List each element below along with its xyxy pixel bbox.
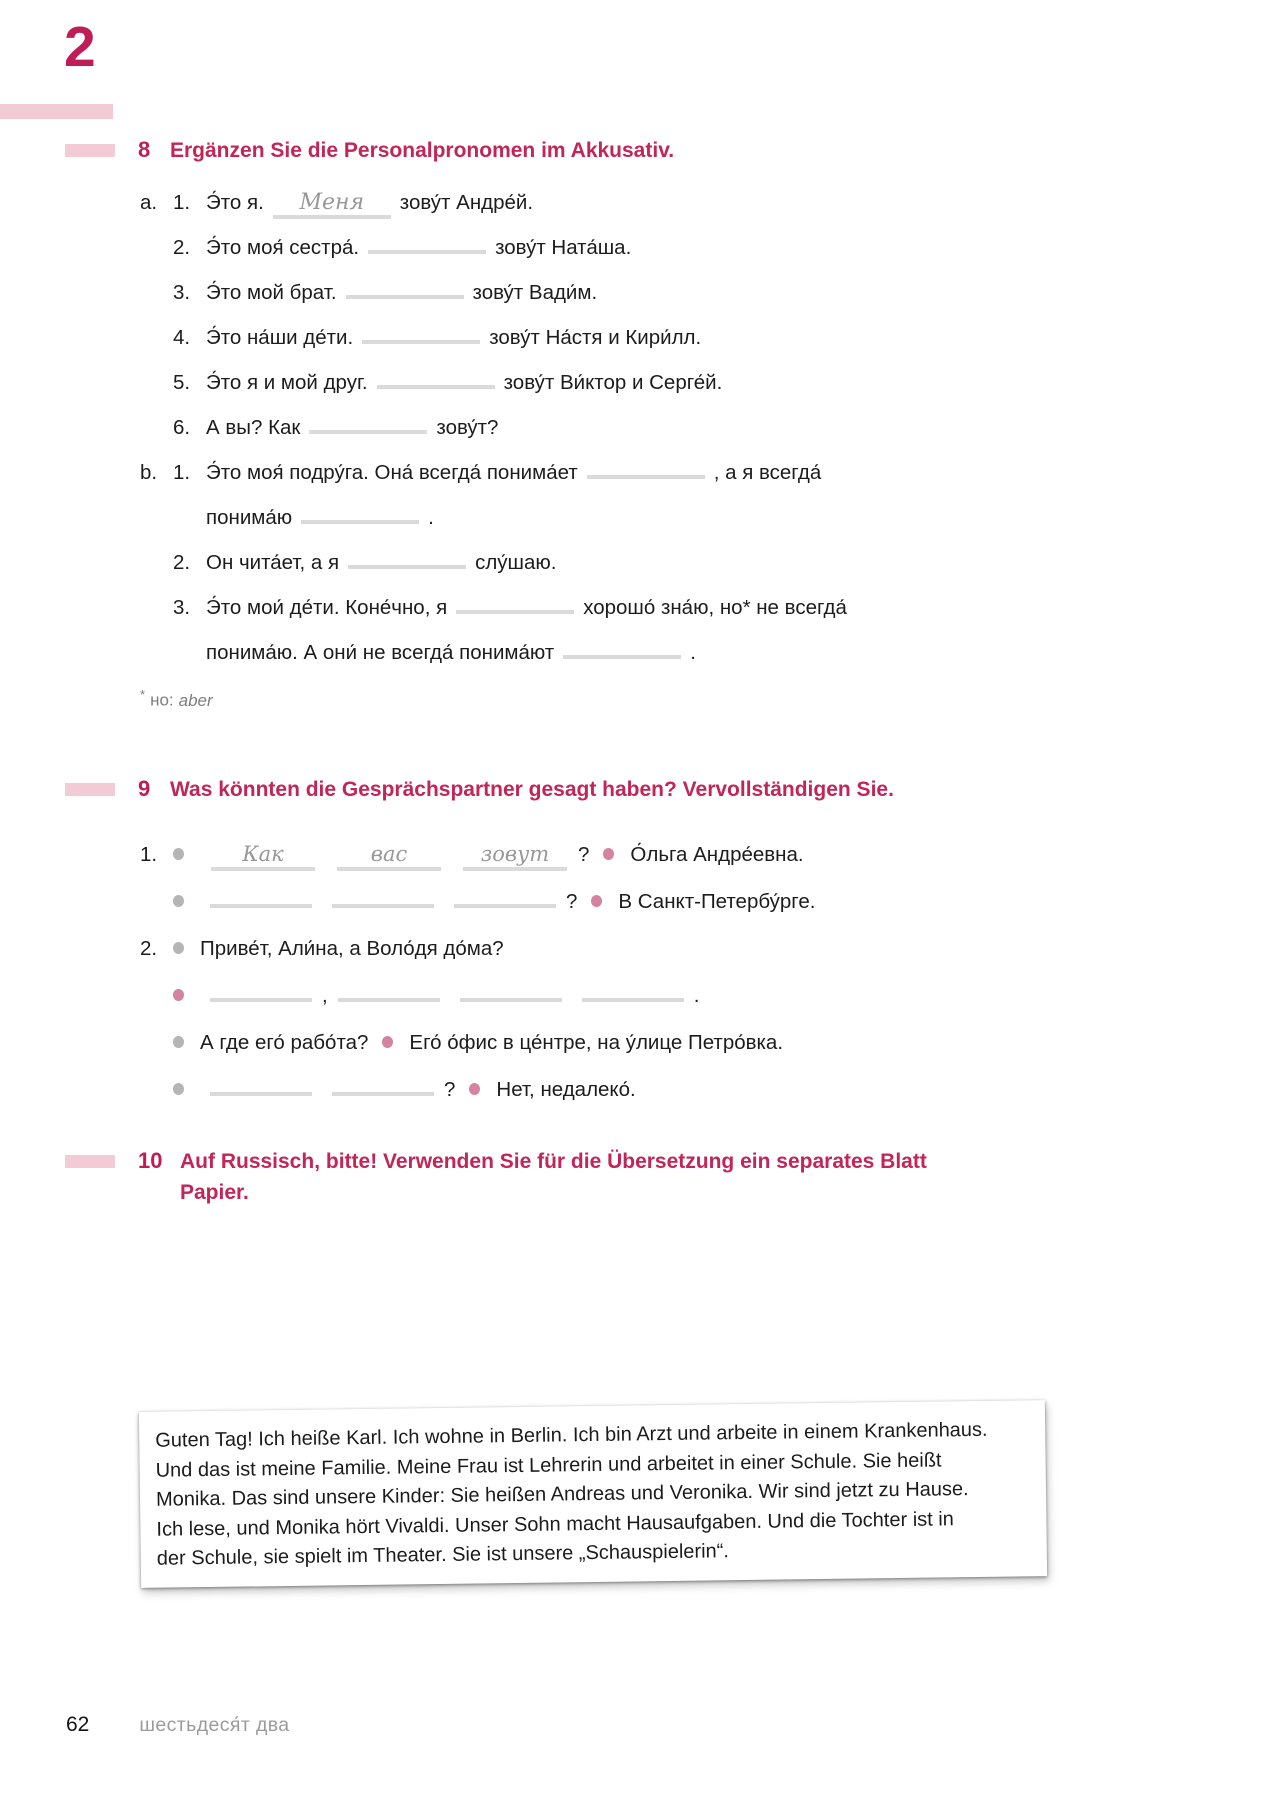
comma: ,	[322, 984, 328, 1007]
exercise-10-marker-bar	[65, 1155, 115, 1168]
item-a6	[140, 405, 1276, 450]
answer-blank	[332, 1080, 434, 1096]
dialog-answer: В Санкт-Петербу́рге.	[618, 890, 816, 913]
dialog2-line1	[140, 925, 1276, 972]
exercise-8-number: 8	[138, 137, 151, 162]
sentence-end: .	[690, 641, 696, 664]
question-mark: ?	[566, 890, 578, 913]
item-a5	[140, 360, 1276, 405]
sentence-start: Э́то моя́ подру́га. Она́ всегда́ понима́ет	[206, 461, 578, 484]
exercise-8-items	[140, 180, 1276, 675]
answer-blank-filled	[337, 842, 441, 871]
exercise-8-header	[138, 136, 1276, 166]
item-number: 1.	[173, 191, 191, 214]
item-b2	[140, 540, 1276, 585]
sentence-start: Э́то мой брат.	[206, 281, 337, 304]
note-line: Und das ist meine Familie. Meine Frau ist Lehrerin und arbeitet in einer Schule. Sie heißt	[155, 1448, 942, 1482]
item-text	[206, 180, 1276, 225]
sentence-start: А вы? Как	[206, 416, 301, 439]
dialog1-line2	[140, 878, 1276, 925]
sentence-end: зову́т Ната́ша.	[495, 236, 632, 259]
note-line: Monika. Das sind unsere Kinder: Sie heißen Andreas und Veronika. Wir sind jetzt zu Hause.	[155, 1478, 969, 1511]
footnote-marker: *	[140, 687, 146, 702]
exercise-9-number: 9	[138, 776, 151, 801]
handwritten-answer: Как	[242, 842, 284, 866]
item-a4	[140, 315, 1276, 360]
item-number: 5.	[173, 371, 191, 394]
page-number-word: шестьдеся́т два	[139, 1714, 290, 1736]
item-a1	[140, 180, 1276, 225]
sentence-middle: хорошо́ зна́ю, но* не всегда́	[583, 596, 847, 619]
handwritten-answer: зовут	[480, 842, 550, 866]
speaker-pink-bullet-icon	[603, 848, 614, 860]
item-a3	[140, 270, 1276, 315]
speaker-gray-bullet-icon	[173, 848, 184, 860]
question-mark: ?	[578, 843, 590, 866]
item-text	[206, 315, 1276, 360]
item-text	[206, 540, 1276, 585]
page-footer	[66, 1713, 290, 1737]
sentence-start: Он чита́ет, а я	[206, 551, 340, 574]
dialog-answer: О́льга Андре́евна.	[630, 843, 804, 866]
answer-blank	[587, 463, 705, 479]
part-label-b: b.	[140, 461, 158, 484]
dialog-number: 2.	[140, 937, 158, 960]
dialog2-line3	[140, 1019, 1276, 1066]
speaker-gray-bullet-icon	[173, 1083, 184, 1095]
chapter-accent-bar	[0, 104, 113, 119]
translation-text-slip	[139, 1400, 1047, 1587]
item-text	[206, 405, 1276, 450]
exercise-9-marker-bar	[65, 783, 115, 796]
answer-blank	[362, 328, 480, 344]
footnote-translation: aber	[178, 690, 213, 710]
exercise-9-header	[138, 775, 1276, 805]
item-text	[206, 360, 1276, 405]
footnote-term: но:	[150, 690, 174, 710]
sentence-end: зову́т?	[436, 416, 499, 439]
answer-blank-filled	[463, 842, 567, 871]
item-number: 4.	[173, 326, 191, 349]
period: .	[693, 984, 700, 1007]
item-text	[206, 495, 1276, 540]
speaker-gray-bullet-icon	[173, 895, 184, 907]
answer-blank	[563, 643, 681, 659]
exercise-9-dialogs	[140, 831, 1276, 1113]
item-b1-line2	[140, 495, 1276, 540]
footnote	[140, 685, 1276, 711]
item-a2	[140, 225, 1276, 270]
item-text	[206, 585, 1276, 630]
speaker-pink-bullet-icon	[591, 895, 602, 907]
note-line: Guten Tag! Ich heiße Karl. Ich wohne in Berlin. Ich bin Arzt und arbeite in einem Krankenhaus.	[155, 1418, 988, 1452]
exercise-8	[0, 136, 1276, 711]
title-line-2: Papier.	[180, 1181, 249, 1204]
dialog1-line1	[140, 831, 1276, 878]
chapter-number: 2	[64, 15, 96, 79]
answer-blank	[456, 598, 574, 614]
dialog-question: А где его́ рабо́та?	[200, 1031, 369, 1054]
speaker-pink-bullet-icon	[469, 1083, 480, 1095]
sentence-start: Э́то я и мой друг.	[206, 371, 368, 394]
exercise-8-title: Ergänzen Sie die Personalpronomen im Akkusativ.	[170, 139, 675, 162]
answer-blank	[377, 373, 495, 389]
item-number: 6.	[173, 416, 191, 439]
answer-blank	[368, 238, 486, 254]
answer-blank	[348, 553, 466, 569]
dialog2-line2	[140, 972, 1276, 1019]
sentence-start: Э́то на́ши де́ти.	[206, 326, 354, 349]
answer-blank	[210, 1080, 312, 1096]
sentence-start: Э́то мои́ де́ти. Коне́чно, я	[206, 596, 448, 619]
handwritten-answer: вас	[370, 842, 408, 866]
item-number: 3.	[173, 281, 191, 304]
dialog-answer: Его́ о́фис в це́нтре, на у́лице Петро́вка.	[409, 1031, 784, 1054]
sentence-start: Э́то моя́ сестра́.	[206, 236, 360, 259]
exercise-10-number: 10	[138, 1148, 163, 1173]
answer-blank	[582, 986, 684, 1002]
answer-blank	[346, 283, 464, 299]
part-label-a: a.	[140, 191, 158, 214]
answer-blank	[309, 418, 427, 434]
page-number: 62	[66, 1713, 90, 1736]
item-text	[206, 450, 1276, 495]
item-b3-line2	[140, 630, 1276, 675]
sentence-middle: , а я всегда́	[713, 461, 822, 484]
answer-blank	[301, 508, 419, 524]
item-number: 1.	[173, 461, 191, 484]
item-text	[206, 270, 1276, 315]
question-mark: ?	[444, 1078, 456, 1101]
exercise-8-marker-bar	[65, 144, 115, 157]
answer-blank	[338, 986, 440, 1002]
sentence-end: зову́т Андре́й.	[399, 191, 534, 214]
exercise-10-title	[180, 1146, 927, 1208]
item-number: 2.	[173, 551, 191, 574]
dialog-question: Приве́т, Али́на, а Воло́дя до́ма?	[200, 937, 504, 960]
sentence-start: понима́ю	[206, 506, 293, 529]
dialog-number: 1.	[140, 843, 158, 866]
note-line: Ich lese, und Monika hört Vivaldi. Unser Sohn macht Hausaufgaben. Und die Tochter ist in	[156, 1507, 955, 1541]
speaker-pink-bullet-icon	[173, 989, 184, 1001]
note-line: der Schule, sie spielt im Theater. Sie ist unsere „Schauspielerin“.	[156, 1540, 730, 1570]
answer-blank	[210, 892, 312, 908]
sentence-start: понима́ю. А они́ не всегда́ понима́ют	[206, 641, 555, 664]
speaker-pink-bullet-icon	[382, 1036, 393, 1048]
sentence-end: зову́т Вади́м.	[472, 281, 598, 304]
item-text	[206, 225, 1276, 270]
sentence-end: .	[428, 506, 434, 529]
speaker-gray-bullet-icon	[173, 942, 184, 954]
item-text	[206, 630, 1276, 675]
sentence-end: зову́т На́стя и Кири́лл.	[489, 326, 702, 349]
exercise-10-header	[138, 1146, 1276, 1208]
answer-blank	[460, 986, 562, 1002]
exercise-10	[0, 1146, 1276, 1208]
answer-blank-filled	[211, 842, 315, 871]
item-number: 2.	[173, 236, 191, 259]
exercise-9-title: Was könnten die Gesprächspartner gesagt haben? Vervollständigen Sie.	[170, 778, 894, 801]
dialog-answer: Нет, недалеко́.	[496, 1078, 636, 1101]
answer-blank	[210, 986, 312, 1002]
answer-blank-filled	[273, 191, 391, 219]
answer-blank	[332, 892, 434, 908]
answer-blank	[454, 892, 556, 908]
item-b3-line1	[140, 585, 1276, 630]
sentence-end: слу́шаю.	[475, 551, 557, 574]
sentence-end: зову́т Ви́ктор и Серге́й.	[503, 371, 723, 394]
sentence-start: Э́то я.	[206, 191, 264, 214]
exercise-9	[0, 775, 1276, 1113]
dialog2-line4	[140, 1066, 1276, 1113]
item-b1-line1	[140, 450, 1276, 495]
handwritten-answer: Меня	[299, 190, 365, 215]
item-number: 3.	[173, 596, 191, 619]
speaker-gray-bullet-icon	[173, 1036, 184, 1048]
title-line-1: Auf Russisch, bitte! Verwenden Sie für die Übersetzung ein separates Blatt	[180, 1150, 927, 1173]
